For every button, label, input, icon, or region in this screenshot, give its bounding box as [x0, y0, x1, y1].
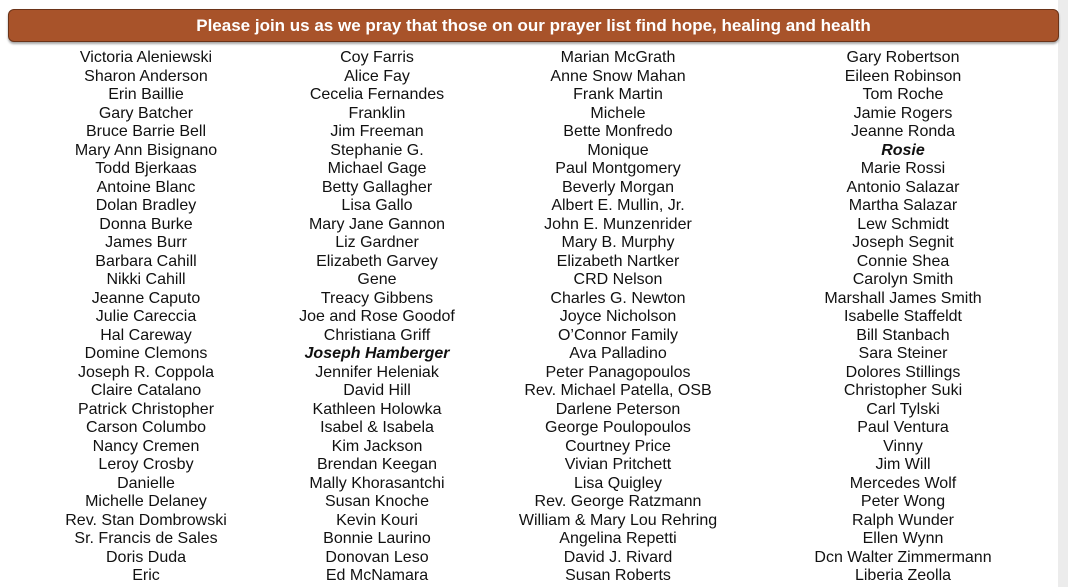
prayer-list-name: Mercedes Wolf	[849, 474, 957, 492]
prayer-list-name: Domine Clemons	[84, 345, 208, 362]
prayer-list-name: Joseph Segnit	[852, 234, 954, 251]
prayer-list-name: Rosie	[881, 141, 925, 159]
prayer-list-name: Betty Gallagher	[321, 178, 433, 196]
prayer-list-name: Gary Robertson	[846, 49, 960, 66]
name-column-3	[492, 49, 744, 586]
prayer-list-name: Isabel & Isabela	[320, 419, 434, 436]
prayer-list-name: Donovan Leso	[325, 548, 429, 566]
prayer-list-name: Peter Panagopoulos	[545, 363, 691, 381]
prayer-list-name: Susan Knoche	[324, 493, 430, 510]
prayer-list-name: Bill Stanbach	[856, 326, 950, 344]
prayer-list-name: Elizabeth Nartker	[556, 252, 680, 270]
prayer-list-name: Leroy Crosby	[98, 456, 194, 473]
prayer-list-name: Bette Monfredo	[563, 123, 673, 140]
prayer-list-name: Brendan Keegan	[316, 456, 438, 473]
prayer-list-name: Barbara Cahill	[95, 252, 197, 270]
prayer-list-name: Gene	[357, 271, 397, 288]
prayer-list-name: Carson Columbo	[85, 419, 207, 436]
prayer-list-name: Bonnie Laurino	[323, 530, 431, 547]
prayer-list-name: Jeanne Ronda	[850, 123, 956, 140]
prayer-list-name: Connie Shea	[856, 252, 950, 270]
prayer-list-name: Mary Jane Gannon	[308, 215, 446, 233]
prayer-list-name: Marian McGrath	[560, 49, 676, 66]
prayer-list-name: Kevin Kouri	[336, 511, 418, 529]
prayer-list-name: Bruce Barrie Bell	[85, 123, 207, 140]
prayer-list-name: Jim Will	[875, 456, 931, 473]
prayer-list-name: Coy Farris	[340, 49, 414, 66]
prayer-list-name: Mally Khorasantchi	[309, 474, 445, 492]
prayer-list-name: Liz Gardner	[335, 234, 419, 251]
prayer-list-name: Jamie Rogers	[853, 104, 953, 122]
prayer-list-name: Isabelle Staffeldt	[843, 308, 962, 325]
prayer-list-name: Ed McNamara	[325, 567, 429, 584]
prayer-list-name: Michele	[590, 104, 646, 122]
prayer-list-name: Antoine Blanc	[96, 178, 196, 196]
prayer-list-name: Erin Baillie	[108, 86, 184, 103]
prayer-list-name: Michelle Delaney	[85, 493, 207, 510]
prayer-list-name: Paul Ventura	[857, 419, 949, 436]
prayer-list-name: James Burr	[105, 234, 187, 251]
prayer-list-name: Marshall James Smith	[824, 289, 982, 307]
prayer-list-name: Patrick Christopher	[77, 400, 215, 418]
prayer-list-name: Eric	[132, 567, 160, 584]
prayer-list-name: Treacy Gibbens	[320, 289, 434, 307]
prayer-list-name: Nikki Cahill	[106, 271, 186, 288]
prayer-list-name: Danielle	[117, 474, 175, 492]
prayer-list-name: O’Connor Family	[557, 326, 679, 344]
prayer-list-name: Alice Fay	[344, 67, 410, 85]
prayer-list-name: Michael Gage	[327, 160, 427, 177]
prayer-list-name: Dolores Stillings	[845, 363, 961, 381]
prayer-list-name: Martha Salazar	[848, 197, 958, 214]
prayer-list-name: George Poulopoulos	[545, 419, 691, 436]
prayer-list-name: Ellen Wynn	[862, 530, 944, 547]
prayer-list-name: Donna Burke	[99, 215, 193, 233]
prayer-list-name: Cecelia Fernandes	[309, 86, 445, 103]
prayer-list-name: John E. Munzenrider	[544, 215, 692, 233]
prayer-list-name: Kathleen Holowka	[312, 400, 442, 418]
prayer-list-name: Doris Duda	[105, 548, 187, 566]
prayer-list-name: Gary Batcher	[98, 104, 194, 122]
prayer-list-name: Susan Roberts	[565, 567, 671, 584]
prayer-list-name: Joe and Rose Goodof	[299, 308, 455, 325]
name-column-2	[262, 49, 492, 586]
prayer-list-name: Courtney Price	[565, 437, 671, 455]
prayer-list-name: Tom Roche	[862, 86, 944, 103]
prayer-list-name: Vivian Pritchett	[564, 456, 672, 473]
prayer-list-name: Joseph R. Coppola	[77, 363, 215, 381]
name-column-4	[744, 49, 1062, 586]
prayer-list-name: Ava Palladino	[569, 345, 667, 362]
prayer-list-name: Anne Snow Mahan	[550, 67, 686, 85]
prayer-list-name: Dolan Bradley	[95, 197, 197, 214]
prayer-list-name: Beverly Morgan	[561, 178, 675, 196]
prayer-list-name: Charles G. Newton	[550, 289, 686, 307]
prayer-list-name: William & Mary Lou Rehring	[518, 511, 718, 529]
prayer-list-name: Eileen Robinson	[844, 67, 962, 85]
prayer-list-name: Joseph Hamberger	[304, 345, 450, 362]
prayer-list-name: Peter Wong	[860, 493, 946, 510]
prayer-list-name: Christiana Griff	[323, 326, 431, 344]
prayer-list-name: Ralph Wunder	[852, 511, 954, 529]
prayer-list-name: Carolyn Smith	[852, 271, 954, 288]
prayer-list-name: Darlene Peterson	[555, 400, 681, 418]
prayer-list-name: Victoria Aleniewski	[79, 49, 213, 66]
prayer-list-name: Frank Martin	[573, 86, 663, 103]
prayer-list-name: CRD Nelson	[573, 271, 663, 288]
prayer-list-name: Antonio Salazar	[846, 178, 960, 196]
prayer-list-name: David Hill	[343, 382, 411, 399]
prayer-list-name: Sharon Anderson	[84, 67, 208, 85]
prayer-list-name: Albert E. Mullin, Jr.	[551, 197, 685, 214]
prayer-list-name: Hal Careway	[100, 326, 192, 344]
prayer-list-name: Jennifer Heleniak	[315, 363, 439, 381]
prayer-list-name: Carl Tylski	[866, 400, 940, 418]
prayer-list-name: Jim Freeman	[330, 123, 424, 140]
prayer-list-name: Claire Catalano	[90, 382, 202, 399]
prayer-list-name: Rev. Stan Dombrowski	[65, 511, 227, 529]
prayer-list-name: Lew Schmidt	[857, 215, 949, 233]
prayer-list-name: Sara Steiner	[858, 345, 948, 362]
prayer-list-name: David J. Rivard	[563, 548, 673, 566]
prayer-list-name: Liberia Zeolla	[854, 567, 952, 584]
prayer-list-name: Vinny	[883, 437, 923, 455]
prayer-list-name: Sr. Francis de Sales	[74, 530, 218, 547]
prayer-list-name: Julie Careccia	[95, 308, 197, 325]
prayer-list-name: Nancy Cremen	[92, 437, 200, 455]
prayer-list-name: Lisa Gallo	[341, 197, 413, 214]
prayer-list-name: Marie Rossi	[860, 160, 946, 177]
prayer-list-name: Angelina Repetti	[559, 530, 677, 547]
prayer-list-name: Joyce Nicholson	[559, 308, 677, 325]
prayer-list-name: Lisa Quigley	[573, 474, 663, 492]
prayer-list-name: Jeanne Caputo	[91, 289, 201, 307]
prayer-list-banner: Please join us as we pray that those on our prayer list find hope, healing and health	[8, 9, 1059, 42]
prayer-list-name: Mary B. Murphy	[561, 234, 675, 251]
prayer-list-name: Monique	[587, 141, 649, 159]
prayer-list-name: Rev. Michael Patella, OSB	[524, 382, 712, 399]
prayer-list-name: Mary Ann Bisignano	[74, 141, 218, 159]
prayer-list-name: Paul Montgomery	[555, 160, 681, 177]
prayer-list-name: Rev. George Ratzmann	[534, 493, 702, 510]
prayer-list-name: Stephanie G.	[330, 141, 424, 159]
name-column-1	[30, 49, 262, 586]
prayer-list-name: Elizabeth Garvey	[316, 252, 438, 270]
prayer-list-name: Kim Jackson	[331, 437, 423, 455]
prayer-list-name: Todd Bjerkaas	[95, 160, 197, 177]
prayer-list-name: Christopher Suki	[843, 382, 963, 399]
prayer-list-name: Dcn Walter Zimmermann	[814, 548, 992, 566]
prayer-list-name: Franklin	[348, 104, 406, 122]
